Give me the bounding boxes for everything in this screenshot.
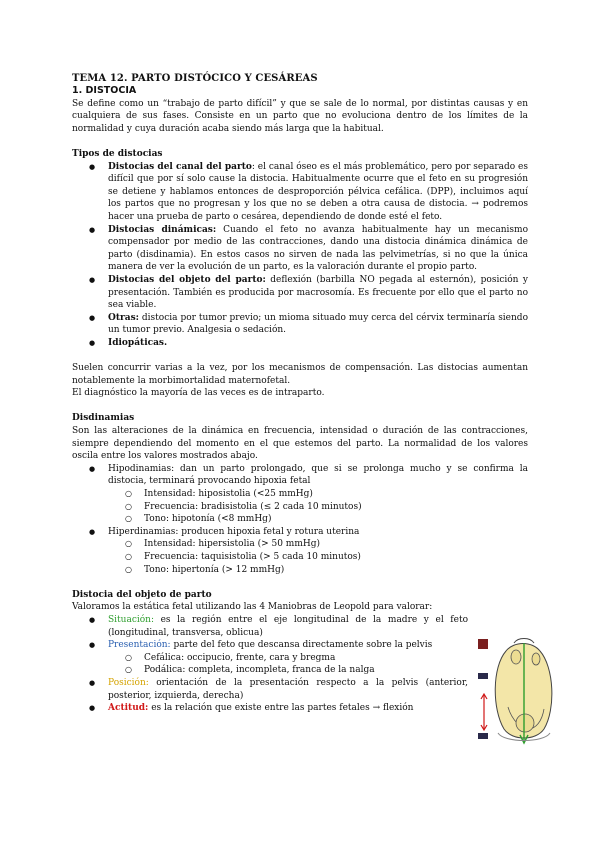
list-item: ● Otras: distocia por tumor previo; un mioma situado muy cerca del cérvix terminaría siendo un tumor previo. Analgesia o sedación. — [72, 312, 528, 337]
tipos-list — [72, 161, 528, 350]
list-item: ○ Intensidad: hipersistolia (> 50 mmHg) — [72, 538, 528, 551]
list-item: ○ Frecuencia: bradisistolia (≤ 2 cada 10 minutos) — [72, 501, 528, 514]
fetal-position-illustration-icon — [478, 637, 558, 747]
tipos-heading: Tipos de distocias — [72, 148, 163, 159]
section-heading-distocia: 1. DISTOCIA — [72, 85, 137, 96]
list-item: ● Distocias del objeto del parto: deflexión (barbilla NO pegada al esternón), posición y presentación. También es producida por macrosomía. Es frecuente por ello que el parto no sea viable. — [72, 274, 528, 312]
list-item: ● Actitud: es la relación que existe entre las partes fetales → flexión — [72, 702, 468, 715]
distocia-intro: Se define como un “trabajo de parto difícil” y que se sale de lo normal, por distintas causas y en cualquiera de sus fases. Consiste en un parto que no evoluciona dentro de los límites de la normalidad y cuya duración acaba siendo más larga que la habitual. — [72, 98, 528, 134]
list-item: ● Situación: es la región entre el eje longitudinal de la madre y el feto (longitudinal, transversa, oblicua) — [72, 614, 468, 639]
document-page — [72, 72, 528, 715]
concurrir-paragraph: Suelen concurrir varias a la vez, por los mecanismos de compensación. Las distocias aumentan notablemente la morbimortalidad maternofetal. — [72, 363, 528, 386]
figure-label-box — [478, 673, 488, 679]
list-item: ● Distocias dinámicas: Cuando el feto no avanza habitualmente hay un mecanismo compensador por medio de las contracciones, dando una distocia dinámica dinámica de parto (disdinamia). En estos casos no sirven de nada las pelvimetrías, si no que la única manera de ver la evolución de un parto, es la valoración durante el propio parto. — [72, 224, 528, 274]
list-item: ○ Intensidad: hiposistolia (<25 mmHg) — [72, 488, 528, 501]
figure-label-box — [478, 733, 488, 739]
list-item: ○ Podálica: completa, incompleta, franca de la nalga — [72, 664, 528, 677]
disdinamias-list — [72, 463, 528, 576]
list-item: ● Hiperdinamias: producen hipoxia fetal y rotura uterina — [72, 526, 528, 539]
list-item: ● Posición: orientación de la presentación respecto a la pelvis (anterior, posterior, izquierda, derecha) — [72, 677, 468, 702]
objeto-list — [72, 614, 528, 715]
list-item: ● Distocias del canal del parto: el canal óseo es el más problemático, pero por separado es difícil que por sí solo cause la distocia. Habitualmente ocurre que el feto en su progresión se detiene y hablamos entonces de desproporción pélvica cefálica. (DPP), incluimos aquí los partos que no progresan y los que no se deben a otra causa de distocia. → podremos hacer una prueba de parto o cesárea, dependiendo de donde esté el feto. — [72, 161, 528, 224]
objeto-heading: Distocia del objeto de parto — [72, 589, 212, 600]
list-item: ○ Tono: hipertonía (> 12 mmHg) — [72, 564, 528, 577]
list-item: ● Hipodinamias: dan un parto prolongado, que si se prolonga mucho y se confirma la distocia, terminará provocando hipoxia fetal — [72, 463, 528, 488]
diagnostico-paragraph: El diagnóstico la mayoría de las veces es de intraparto. — [72, 388, 325, 399]
list-item: ○ Frecuencia: taquisistolia (> 5 cada 10 minutos) — [72, 551, 528, 564]
page-title: TEMA 12. PARTO DISTÓCICO Y CESÁREAS — [72, 73, 318, 84]
objeto-intro: Valoramos la estática fetal utilizando las 4 Maniobras de Leopold para valorar: — [72, 602, 433, 613]
list-item: ● Idiopáticas. — [72, 337, 528, 350]
list-item: ● Presentación: parte del feto que descansa directamente sobre la pelvis — [72, 639, 468, 652]
figure-label-box — [478, 639, 488, 649]
list-item: ○ Cefálica: occipucio, frente, cara y bregma — [72, 652, 528, 665]
list-item: ○ Tono: hipotonía (<8 mmHg) — [72, 513, 528, 526]
disdinamias-intro: Son las alteraciones de la dinámica en frecuencia, intensidad o duración de las contracciones, siempre dependiendo del momento en el que estemos del parto. La normalidad de los valores oscila entre los valores mostrados abajo. — [72, 426, 528, 462]
disdinamias-heading: Disdinamias — [72, 413, 135, 424]
